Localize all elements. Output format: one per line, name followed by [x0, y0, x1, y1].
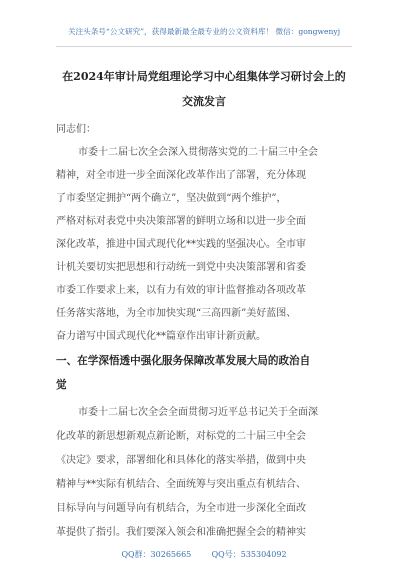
- paragraph-1-line-8: 任务落实落地，为全市加快实现“三高四新”美好蓝图、: [56, 308, 297, 319]
- document-title-line-2: 交流发言: [182, 95, 226, 108]
- paragraph-1-line-9: 奋力谱写中国式现代化**篇章作出审计新贡献。: [56, 331, 266, 342]
- paragraph-1-line-7: 市委工作要求上来，以有力有效的审计监督推动各项改革: [56, 285, 306, 296]
- paragraph-2-line-2: 化改革的新思想新观点新论断，对标党的二十届三中全会: [56, 431, 306, 442]
- paragraph-2-line-3: 《决定》要求，部署细化和具体化的落实举措，做到中央: [56, 455, 306, 466]
- paragraph-1-line-2: 精神，对全市进一步全面深化改革作出了部署，充分体现: [56, 170, 306, 181]
- footer-contact: QQ群：30265665 QQ号：535304092: [121, 550, 287, 559]
- section-1-heading-line-2: 觉: [56, 379, 67, 391]
- paragraph-1-line-5: 深化改革，推进中国式现代化**实践的坚强决心。全市审: [56, 239, 306, 250]
- paragraph-1-line-4: 严格对标对表党中央决策部署的鲜明立场和以进一步全面: [56, 216, 306, 227]
- paragraph-1-line-6: 计机关要切实把思想和行动统一到党中央决策部署和省委: [56, 262, 306, 273]
- section-1-heading-line-1: 一、在学深悟透中强化服务保障改革发展大局的政治自: [56, 355, 311, 367]
- paragraph-2-line-4: 精神与**实际有机结合、全面统筹与突出重点有机结合、: [56, 479, 306, 490]
- paragraph-2-line-1: 市委十二届七次全会全面贯彻习近平总书记关于全面深: [78, 407, 318, 418]
- header-divider: [56, 46, 352, 47]
- document-title-line-1: 在2024年审计局党组理论学习中心组集体学习研讨会上的: [62, 70, 346, 83]
- header-banner: 关注头条号“公文研究”，获得最新最全最专业的公文资料库！ 微信：gongwenyj: [67, 27, 341, 36]
- salutation: 同志们：: [56, 124, 96, 135]
- paragraph-1-line-1: 市委十二届七次全会深入贯彻落实党的二十届三中全会: [78, 147, 318, 158]
- paragraph-2-line-6: 革提供了指引。我们要深入领会和准确把握全会的精神实: [56, 527, 306, 538]
- paragraph-1-line-3: 了市委坚定拥护“两个确立”，坚决做到“两个维护”，: [56, 193, 287, 204]
- paragraph-2-line-5: 目标导向与问题导向有机结合，为全市进一步深化全面改: [56, 503, 306, 514]
